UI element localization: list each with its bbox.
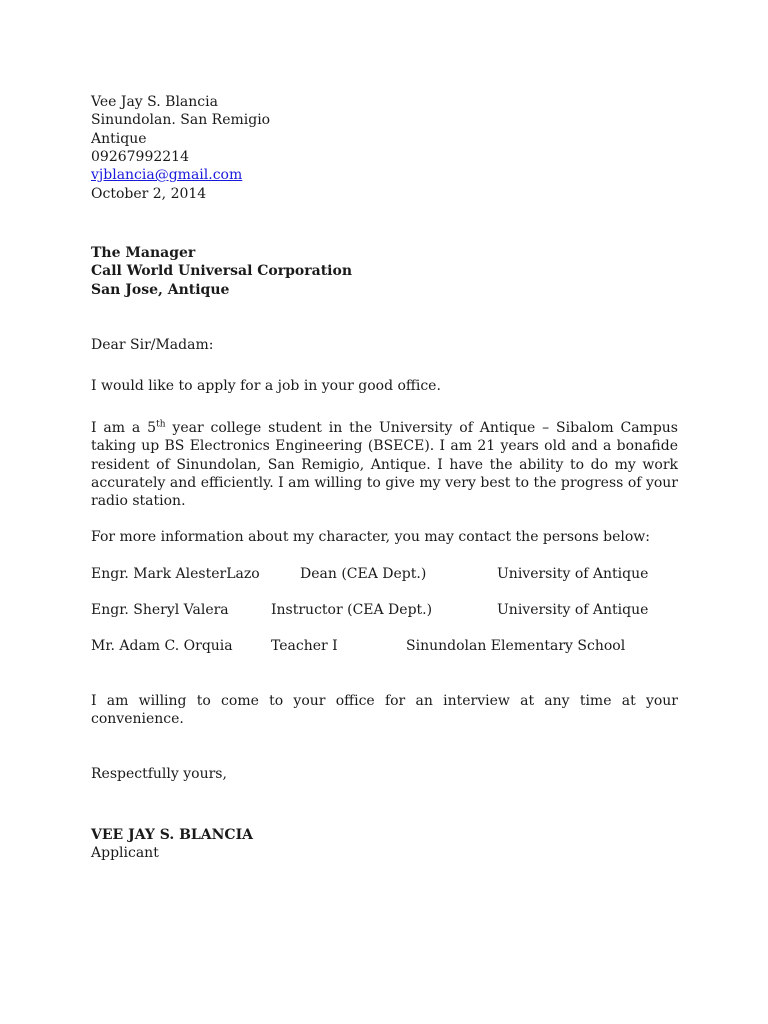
reference-name: Engr. Mark AlesterLazo [91, 566, 260, 582]
signature-name: VEE JAY S. BLANCIA [91, 827, 253, 843]
sender-address-line2: Antique [91, 131, 147, 147]
sender-name: Vee Jay S. Blancia [91, 94, 218, 110]
reference-name: Mr. Adam C. Orquia [91, 638, 233, 654]
reference-position: Instructor (CEA Dept.) [271, 602, 433, 618]
qualifications-paragraph [91, 419, 678, 510]
sender-email-link[interactable]: vjblancia@gmail.com [91, 167, 243, 183]
interview-paragraph: I am willing to come to your office for an interview at any time at your convenience. [91, 693, 678, 728]
salutation: Dear Sir/Madam: [91, 337, 214, 353]
reference-name: Engr. Sheryl Valera [91, 602, 229, 618]
reference-position: Dean (CEA Dept.) [300, 566, 427, 582]
sender-phone: 09267992214 [91, 149, 189, 165]
recipient-location: San Jose, Antique [91, 282, 230, 298]
ordinal-suffix: th [156, 419, 166, 430]
signature-role: Applicant [91, 845, 159, 861]
references-intro: For more information about my character, you may contact the persons below: [91, 529, 650, 545]
qualifications-text-start: I am a 5 [91, 420, 157, 436]
reference-institution: University of Antique [497, 566, 649, 582]
reference-position: Teacher I [271, 638, 338, 654]
letter-date: October 2, 2014 [91, 186, 207, 202]
qualifications-text-rest: year college student in the University of Antique – Sibalom Campus taking up BS Electronics Engineering (BSECE). I am 21 years old and a bonafide resident of Sinundolan, San Remigio, Antique. I have the ability to do my work accurately and efficiently. I am willing to give my very best to the progress of your radio station. [91, 420, 678, 510]
recipient-title: The Manager [91, 245, 196, 261]
closing-phrase: Respectfully yours, [91, 766, 227, 782]
reference-institution: University of Antique [497, 602, 649, 618]
intro-paragraph: I would like to apply for a job in your good office. [91, 378, 441, 394]
sender-address-line1: Sinundolan. San Remigio [91, 112, 271, 128]
reference-institution: Sinundolan Elementary School [406, 638, 626, 654]
recipient-company: Call World Universal Corporation [91, 263, 353, 279]
